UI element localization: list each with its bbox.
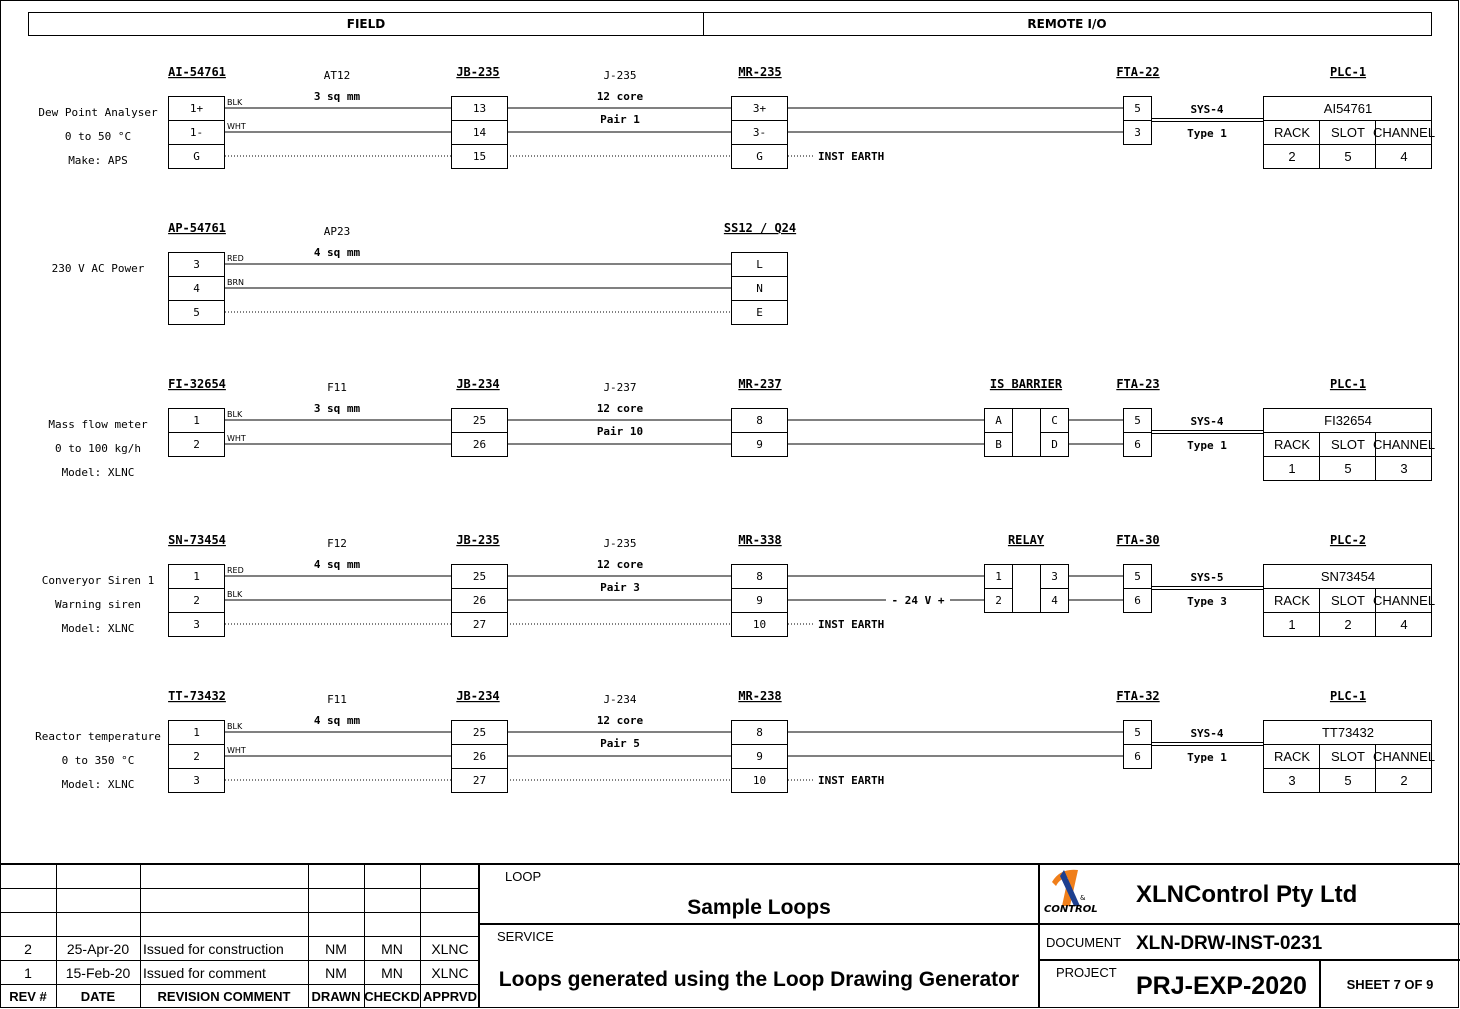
plc-channel-value: 3 <box>1400 461 1408 476</box>
dc-supply-label: - 24 V + <box>891 594 945 607</box>
mr-terminal-label: 3- <box>752 126 767 139</box>
plc-channel-header: CHANNEL <box>1372 593 1436 608</box>
wire-color-label: BRN <box>227 278 245 287</box>
system-cable-name: SYS-5 <box>1190 571 1224 584</box>
rev-checked: MN <box>381 965 403 981</box>
device-tag: IS BARRIER <box>989 377 1063 391</box>
company-name: XLNControl Pty Ltd <box>1136 881 1358 908</box>
approved-header: APPRVD <box>423 989 477 1004</box>
instrument-tag: AP-54761 <box>168 221 226 235</box>
jb-tag: JB-235 <box>456 65 500 79</box>
cable2-cores: 12 core <box>596 90 644 103</box>
logo-ampersand: & <box>1080 894 1086 902</box>
system-cable-name: SYS-4 <box>1190 727 1224 740</box>
mr-terminal-label: G <box>756 150 763 163</box>
revision-row <box>24 941 469 957</box>
plc-slot-header: SLOT <box>1331 125 1365 140</box>
device-terminal-label: D <box>1051 438 1058 451</box>
jb-terminal-label: 26 <box>472 438 487 451</box>
system-cable-type: Type 3 <box>1187 595 1227 608</box>
instrument-terminal-label: 5 <box>193 306 200 319</box>
plc-slot-header: SLOT <box>1331 593 1365 608</box>
instrument-terminal-label: 3 <box>193 618 200 631</box>
cable2-tag: J-235 <box>603 69 637 82</box>
system-cable-name: SYS-4 <box>1190 103 1224 116</box>
wire-color-label: WHT <box>227 746 246 755</box>
comment-header: REVISION COMMENT <box>157 989 291 1004</box>
rev-approved: XLNC <box>431 941 469 957</box>
plc-point-name: SN73454 <box>1320 569 1376 584</box>
plc-rack-header: RACK <box>1273 749 1311 764</box>
mr-terminal-label: 8 <box>756 726 763 739</box>
instrument-description: Mass flow meter <box>48 418 148 431</box>
instrument-terminal-label: 1 <box>193 414 200 427</box>
system-cable-type: Type 1 <box>1187 751 1227 764</box>
plc-tag: PLC-1 <box>1329 377 1367 391</box>
plc-rack-value: 1 <box>1288 617 1296 632</box>
cable1-tag: F12 <box>327 537 347 550</box>
wire-color-label: BLK <box>227 722 243 731</box>
instrument-tag: TT-73432 <box>168 689 226 703</box>
instrument-tag: SN-73454 <box>168 533 226 547</box>
cable1-size: 4 sq mm <box>313 558 361 571</box>
rev-approved: XLNC <box>431 965 469 981</box>
plc-tag: PLC-1 <box>1329 689 1367 703</box>
device-terminal-label: 3 <box>1051 570 1058 583</box>
wire-color-label: WHT <box>227 434 246 443</box>
instrument-terminal-label: 1 <box>193 726 200 739</box>
inst-earth-label: INST EARTH <box>818 618 885 631</box>
jb-terminal-label: 15 <box>472 150 487 163</box>
mr-terminal-label: 9 <box>756 750 763 763</box>
fta-terminal-label: 5 <box>1134 726 1141 739</box>
cable2-tag: J-237 <box>603 381 637 394</box>
mr-tag: MR-235 <box>738 65 782 79</box>
jb-tag: JB-234 <box>456 377 500 391</box>
cable2-pair: Pair 10 <box>596 425 644 438</box>
cable2-pair: Pair 3 <box>600 581 640 594</box>
wire-color-label: BLK <box>227 590 243 599</box>
instrument-terminal-label: 1 <box>193 570 200 583</box>
mr-terminal-label: 8 <box>756 414 763 427</box>
instrument-description: Converyor Siren 1 <box>41 574 155 587</box>
inst-earth-label: INST EARTH <box>818 150 885 163</box>
device-terminal-label: A <box>995 414 1002 427</box>
jb-terminal-label: 13 <box>472 102 487 115</box>
instrument-description: Model: XLNC <box>61 778 135 791</box>
rev-drawn: NM <box>325 941 347 957</box>
rev-number: 1 <box>24 965 32 981</box>
mr-tag: MR-237 <box>738 377 782 391</box>
cable2-cores: 12 core <box>596 402 644 415</box>
cable1-size: 3 sq mm <box>313 90 361 103</box>
rev-comment: Issued for construction <box>143 941 284 957</box>
rev-date: 15-Feb-20 <box>65 965 131 981</box>
cable2-tag: J-234 <box>603 693 637 706</box>
plc-channel-header: CHANNEL <box>1372 125 1436 140</box>
mr-terminal-label: 3+ <box>752 102 767 115</box>
wire-color-label: RED <box>227 566 244 575</box>
mr-tag: MR-238 <box>738 689 782 703</box>
supply-terminal-label: E <box>756 306 763 319</box>
plc-channel-header: CHANNEL <box>1372 437 1436 452</box>
plc-point-name: FI32654 <box>1324 413 1372 428</box>
plc-slot-value: 5 <box>1344 149 1352 164</box>
device-terminal-label: 4 <box>1051 594 1058 607</box>
instrument-description: Make: APS <box>68 154 128 167</box>
device-tag: RELAY <box>1007 533 1045 547</box>
logo-text: CONTROL <box>1044 904 1098 915</box>
supply-tag: SS12 / Q24 <box>723 221 797 235</box>
fta-tag: FTA-30 <box>1116 533 1160 547</box>
instrument-terminal-label: 1- <box>189 126 204 139</box>
document-number: XLN-DRW-INST-0231 <box>1136 933 1323 954</box>
drawn-header: DRAWN <box>311 989 361 1004</box>
system-cable-type: Type 1 <box>1187 439 1227 452</box>
instrument-tag: FI-32654 <box>168 377 226 391</box>
device-terminal-label: 2 <box>995 594 1002 607</box>
instrument-terminal-label: G <box>193 150 200 163</box>
field-heading: FIELD <box>346 17 386 31</box>
checked-header: CHECKD <box>364 989 420 1004</box>
cable1-size: 4 sq mm <box>313 714 361 727</box>
jb-terminal-label: 27 <box>472 618 487 631</box>
instrument-description: Warning siren <box>54 598 142 611</box>
system-cable-type: Type 1 <box>1187 127 1227 140</box>
sheet-number: SHEET 7 OF 9 <box>1346 977 1434 992</box>
fta-terminal-label: 6 <box>1134 750 1141 763</box>
cable2-tag: J-235 <box>603 537 637 550</box>
rev-header: REV # <box>9 989 47 1004</box>
cable1-tag: AP23 <box>323 225 351 238</box>
instrument-description: 0 to 350 °C <box>61 754 135 767</box>
instrument-description: 0 to 100 kg/h <box>54 442 142 455</box>
plc-point-name: AI54761 <box>1323 101 1373 116</box>
cable1-size: 3 sq mm <box>313 402 361 415</box>
plc-channel-value: 4 <box>1400 617 1408 632</box>
jb-terminal-label: 25 <box>472 570 487 583</box>
supply-terminal-label: N <box>756 282 763 295</box>
instrument-terminal-label: 1+ <box>189 102 204 115</box>
instrument-terminal-label: 3 <box>193 258 200 271</box>
fta-terminal-label: 3 <box>1134 126 1141 139</box>
jb-terminal-label: 25 <box>472 414 487 427</box>
loop-label: LOOP <box>505 869 542 884</box>
rev-number: 2 <box>24 941 32 957</box>
loop-value: Sample Loops <box>687 896 831 919</box>
jb-tag: JB-235 <box>456 533 500 547</box>
rev-drawn: NM <box>325 965 347 981</box>
cable2-pair: Pair 5 <box>600 737 640 750</box>
remote-io-heading: REMOTE I/O <box>1027 17 1107 31</box>
rev-date: 25-Apr-20 <box>66 941 130 957</box>
plc-rack-value: 3 <box>1288 773 1296 788</box>
instrument-terminal-label: 2 <box>193 750 200 763</box>
plc-slot-value: 2 <box>1344 617 1352 632</box>
instrument-terminal-label: 2 <box>193 594 200 607</box>
jb-tag: JB-234 <box>456 689 500 703</box>
wire-color-label: BLK <box>227 98 243 107</box>
plc-tag: PLC-2 <box>1329 533 1367 547</box>
instrument-terminal-label: 3 <box>193 774 200 787</box>
rev-comment: Issued for comment <box>143 965 266 981</box>
fta-terminal-label: 5 <box>1134 414 1141 427</box>
wire-color-label: BLK <box>227 410 243 419</box>
plc-rack-header: RACK <box>1273 437 1311 452</box>
cable1-tag: F11 <box>327 693 347 706</box>
service-label: SERVICE <box>497 929 554 944</box>
rev-checked: MN <box>381 941 403 957</box>
instrument-terminal-label: 2 <box>193 438 200 451</box>
service-value: Loops generated using the Loop Drawing Generator <box>498 968 1020 991</box>
cable2-cores: 12 core <box>596 714 644 727</box>
device-terminal-label: C <box>1051 414 1058 427</box>
plc-channel-value: 4 <box>1400 149 1408 164</box>
plc-tag: PLC-1 <box>1329 65 1367 79</box>
device-terminal-label: 1 <box>995 570 1002 583</box>
revision-row <box>24 965 469 981</box>
plc-slot-header: SLOT <box>1331 437 1365 452</box>
fta-tag: FTA-23 <box>1116 377 1160 391</box>
mr-terminal-label: 9 <box>756 438 763 451</box>
instrument-description: Dew Point Analyser <box>38 106 158 119</box>
jb-terminal-label: 14 <box>472 126 487 139</box>
instrument-description: Model: XLNC <box>61 622 135 635</box>
jb-terminal-label: 25 <box>472 726 487 739</box>
system-cable-name: SYS-4 <box>1190 415 1224 428</box>
project-number: PRJ-EXP-2020 <box>1136 972 1307 1000</box>
cable1-size: 4 sq mm <box>313 246 361 259</box>
mr-tag: MR-338 <box>738 533 782 547</box>
wire-color-label: RED <box>227 254 244 263</box>
mr-terminal-label: 8 <box>756 570 763 583</box>
plc-rack-header: RACK <box>1273 125 1311 140</box>
fta-terminal-label: 6 <box>1134 594 1141 607</box>
instrument-tag: AI-54761 <box>168 65 226 79</box>
jb-terminal-label: 26 <box>472 594 487 607</box>
device-terminal-label: B <box>995 438 1002 451</box>
mr-terminal-label: 9 <box>756 594 763 607</box>
fta-tag: FTA-32 <box>1116 689 1160 703</box>
instrument-description: 0 to 50 °C <box>64 130 132 143</box>
inst-earth-label: INST EARTH <box>818 774 885 787</box>
instrument-description: Reactor temperature <box>35 730 161 743</box>
date-header: DATE <box>80 989 116 1004</box>
project-label: PROJECT <box>1056 965 1117 980</box>
cable1-tag: F11 <box>327 381 347 394</box>
fta-terminal-label: 5 <box>1134 102 1141 115</box>
plc-slot-value: 5 <box>1344 461 1352 476</box>
plc-slot-header: SLOT <box>1331 749 1365 764</box>
plc-channel-value: 2 <box>1400 773 1408 788</box>
plc-rack-value: 1 <box>1288 461 1296 476</box>
fta-terminal-label: 5 <box>1134 570 1141 583</box>
mr-terminal-label: 10 <box>752 618 767 631</box>
plc-slot-value: 5 <box>1344 773 1352 788</box>
cable2-cores: 12 core <box>596 558 644 571</box>
plc-point-name: TT73432 <box>1321 725 1375 740</box>
jb-terminal-label: 27 <box>472 774 487 787</box>
sheet-border <box>1 1 1459 1008</box>
cable2-pair: Pair 1 <box>600 113 640 126</box>
instrument-description: Model: XLNC <box>61 466 135 479</box>
document-label: DOCUMENT <box>1046 935 1122 950</box>
plc-channel-header: CHANNEL <box>1372 749 1436 764</box>
wire-color-label: WHT <box>227 122 246 131</box>
plc-rack-header: RACK <box>1273 593 1311 608</box>
supply-terminal-label: L <box>756 258 763 271</box>
cable1-tag: AT12 <box>323 69 351 82</box>
jb-terminal-label: 26 <box>472 750 487 763</box>
instrument-terminal-label: 4 <box>193 282 200 295</box>
fta-terminal-label: 6 <box>1134 438 1141 451</box>
fta-tag: FTA-22 <box>1116 65 1160 79</box>
mr-terminal-label: 10 <box>752 774 767 787</box>
instrument-description: 230 V AC Power <box>51 262 145 275</box>
plc-rack-value: 2 <box>1288 149 1296 164</box>
